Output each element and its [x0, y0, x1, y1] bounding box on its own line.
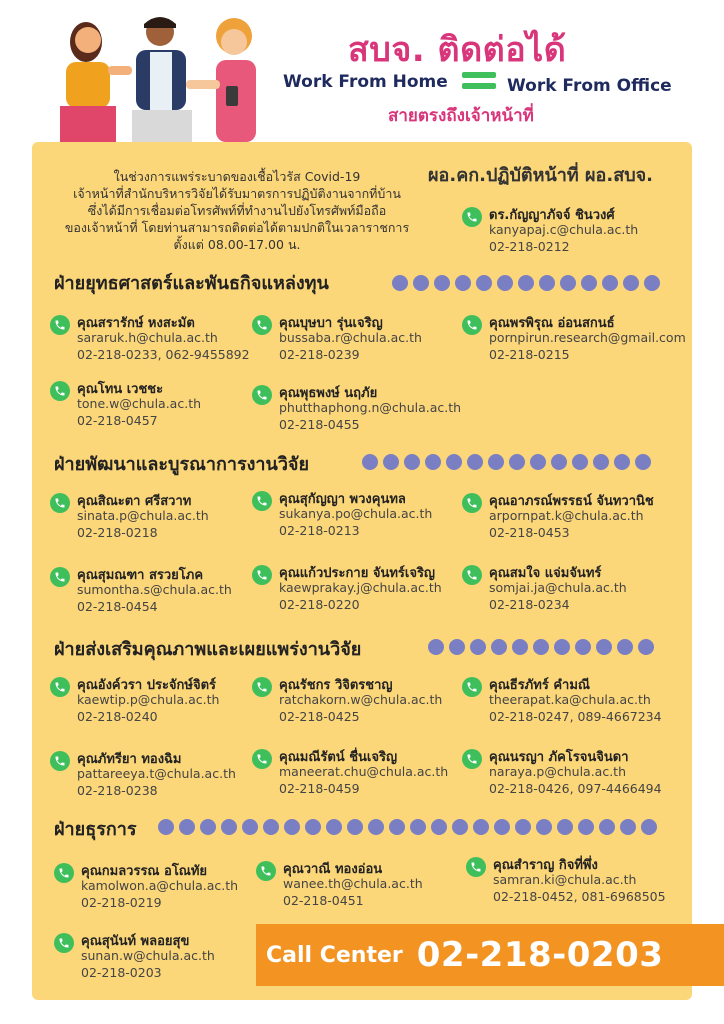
contact-name: คุณพรพิรุณ อ่อนสกนธ์ [489, 316, 615, 331]
contact-name: คุณกมลวรรณ อโณทัย [81, 864, 208, 879]
contact-phone[interactable]: 02-218-0459 [279, 781, 360, 796]
intro-line: เจ้าหน้าที่สำนักบริหารวิจัยได้รับมาตรการปฏิบัติงานจากที่บ้าน [73, 186, 401, 201]
contact-phone[interactable]: 02-218-0203 [81, 965, 162, 980]
contact-phone[interactable]: 02-218-0454 [77, 599, 158, 614]
intro-line: ซึ่งได้มีการเชื่อมต่อโทรศัพท์ที่ทำงานไปยังโทรศัพท์มือถือ [87, 203, 387, 218]
section-divider-dots [158, 819, 657, 835]
contact-name: คุณสุกัญญา พวงคุนทล [279, 492, 406, 507]
call-center-number[interactable]: 02-218-0203 [416, 935, 664, 975]
contact-email[interactable]: kamolwon.a@chula.ac.th [81, 878, 239, 893]
contact-name: คุณภัทรียา ทองฉิม [77, 752, 182, 767]
section-title-development: ฝ่ายพัฒนาและบูรณาการงานวิจัย [54, 454, 310, 475]
contact-name: คุณวาณี ทองอ่อน [283, 862, 383, 877]
contact-email[interactable]: sumontha.s@chula.ac.th [77, 582, 232, 597]
contact-email[interactable]: theerapat.ka@chula.ac.th [489, 692, 651, 707]
contact-name: คุณรัชกร วิจิตรชาญ [279, 678, 393, 693]
contact-name: คุณอังค์วรา ประจักษ์จิตร์ [77, 678, 217, 693]
phone-icon [50, 677, 70, 697]
contact-phone[interactable]: 02-218-0425 [279, 709, 360, 724]
contact-email[interactable]: sararuk.h@chula.ac.th [77, 330, 218, 345]
contact-name: คุณสำราญ กิจที่พึ่ง [493, 858, 598, 873]
phone-icon [252, 315, 272, 335]
page-subtitle: สายตรงถึงเจ้าหน้าที่ [388, 106, 534, 126]
contact-email[interactable]: sunan.w@chula.ac.th [81, 948, 215, 963]
section-title-strategy: ฝ่ายยุทธศาสตร์และพันธกิจแหล่งทุน [54, 273, 329, 294]
phone-icon [252, 491, 272, 511]
contact-email[interactable]: pornpirun.research@gmail.com [489, 330, 686, 345]
contact-email[interactable]: maneerat.chu@chula.ac.th [279, 764, 449, 779]
call-center-label: Call Center [266, 942, 403, 968]
phone-icon [462, 565, 482, 585]
phone-icon [50, 315, 70, 335]
phone-icon [462, 207, 482, 227]
contact-email[interactable]: naraya.p@chula.ac.th [489, 764, 626, 779]
contact-email[interactable]: bussaba.r@chula.ac.th [279, 330, 422, 345]
phone-icon [252, 385, 272, 405]
work-from-office-label: Work From Office [507, 76, 672, 96]
phone-icon [50, 493, 70, 513]
page-title: สบจ. ติดต่อได้ [348, 30, 567, 70]
phone-icon [462, 493, 482, 513]
contact-email[interactable]: ratchakorn.w@chula.ac.th [279, 692, 443, 707]
contact-email[interactable]: wanee.th@chula.ac.th [283, 876, 423, 891]
section-divider-dots [392, 275, 660, 291]
contact-email[interactable]: sukanya.po@chula.ac.th [279, 506, 433, 521]
contact-phone[interactable]: 02-218-0451 [283, 893, 364, 908]
contact-name: คุณแก้วประกาย จันทร์เจริญ [279, 566, 436, 581]
contact-phone[interactable]: 02-218-0238 [77, 783, 158, 798]
contact-email[interactable]: samran.ki@chula.ac.th [493, 872, 637, 887]
phone-icon [54, 933, 74, 953]
section-title-admin: ฝ่ายธุรการ [54, 819, 137, 840]
contact-name: คุณนรญา ภัคโรจนจินดา [489, 750, 629, 765]
people-illustration [30, 10, 270, 142]
phone-icon [256, 861, 276, 881]
intro-text [42, 168, 432, 253]
contact-email[interactable]: kaewprakay.j@chula.ac.th [279, 580, 442, 595]
contact-name: คุณธีรภัทร์ คำมณี [489, 678, 590, 693]
phone-icon [50, 751, 70, 771]
contact-phone[interactable]: 02-218-0218 [77, 525, 158, 540]
contact-name: คุณมณีรัตน์ ชื่นเจริญ [279, 750, 398, 765]
contact-phone[interactable]: 02-218-0219 [81, 895, 162, 910]
contact-phone[interactable]: 02-218-0426, 097-4466494 [489, 781, 662, 796]
contact-phone[interactable]: 02-218-0240 [77, 709, 158, 724]
intro-line: ตั้งแต่ 08.00-17.00 น. [173, 237, 301, 252]
contact-name: คุณสรารักษ์ หงสะมัต [77, 316, 195, 331]
contact-name: คุณสิณะตา ศรีสวาท [77, 494, 192, 509]
section-title-quality: ฝ่ายส่งเสริมคุณภาพและเผยแพร่งานวิจัย [54, 639, 362, 660]
call-center-banner[interactable] [256, 924, 724, 986]
contact-phone[interactable]: 02-218-0247, 089-4667234 [489, 709, 662, 724]
section-divider-dots [362, 454, 651, 470]
contact-name: ดร.กัญญาภัจจ์ ชินวงศ์ [489, 208, 615, 223]
contact-email[interactable]: kanyapaj.c@chula.ac.th [489, 222, 639, 237]
contact-email[interactable]: sinata.p@chula.ac.th [77, 508, 209, 523]
section-divider-dots [428, 639, 654, 655]
contact-phone[interactable]: 02-218-0453 [489, 525, 570, 540]
contact-name: คุณอาภรณ์พรรธน์ จันทวานิช [489, 494, 654, 509]
phone-icon [252, 677, 272, 697]
contact-name: คุณสุนันท์ พลอยสุข [81, 934, 190, 949]
contact-email[interactable]: tone.w@chula.ac.th [77, 396, 202, 411]
contact-name: คุณโทน เวชชะ [77, 382, 164, 397]
phone-icon [462, 315, 482, 335]
equals-icon [462, 72, 496, 92]
contact-name: คุณสุมณฑา สรวยโภค [77, 568, 204, 583]
phone-icon [462, 749, 482, 769]
phone-icon [54, 863, 74, 883]
contact-phone[interactable]: 02-218-0212 [489, 239, 570, 254]
intro-line: ของเจ้าหน้าที่ โดยท่านสามารถติดต่อได้ตามปกติในเวลาราชการ [64, 220, 410, 235]
director-title: ผอ.คก.ปฏิบัติหน้าที่ ผอ.สบจ. [428, 165, 653, 186]
contact-name: คุณพุธพงษ์ นฤภัย [279, 386, 378, 401]
phone-icon [50, 567, 70, 587]
work-from-home-label: Work From Home [283, 72, 448, 92]
phone-icon [252, 565, 272, 585]
contact-phone[interactable]: 02-218-0452, 081-6968505 [493, 889, 666, 904]
contact-phone[interactable]: 02-218-0213 [279, 523, 360, 538]
contact-email[interactable]: arpornpat.k@chula.ac.th [489, 508, 644, 523]
contact-email[interactable]: somjai.ja@chula.ac.th [489, 580, 627, 595]
contact-email[interactable]: pattareeya.t@chula.ac.th [77, 766, 236, 781]
contact-phone[interactable]: 02-218-0239 [279, 347, 360, 362]
contact-phone[interactable]: 02-218-0220 [279, 597, 360, 612]
phone-icon [466, 857, 486, 877]
contact-email[interactable]: kaewtip.p@chula.ac.th [77, 692, 220, 707]
contact-name: คุณบุษบา รุ่นเจริญ [279, 316, 383, 331]
contact-phone[interactable]: 02-218-0234 [489, 597, 570, 612]
phone-icon [50, 381, 70, 401]
contact-phone[interactable]: 02-218-0455 [279, 417, 360, 432]
intro-line: ในช่วงการแพร่ระบาดของเชื้อไวรัส Covid-19 [113, 169, 361, 184]
phone-icon [252, 749, 272, 769]
contact-phone[interactable]: 02-218-0457 [77, 413, 158, 428]
contact-phone[interactable]: 02-218-0233, 062-9455892 [77, 347, 250, 362]
contact-email[interactable]: phutthaphong.n@chula.ac.th [279, 400, 462, 415]
contact-name: คุณสมใจ แจ่มจันทร์ [489, 566, 602, 581]
contact-phone[interactable]: 02-218-0215 [489, 347, 570, 362]
phone-icon [462, 677, 482, 697]
